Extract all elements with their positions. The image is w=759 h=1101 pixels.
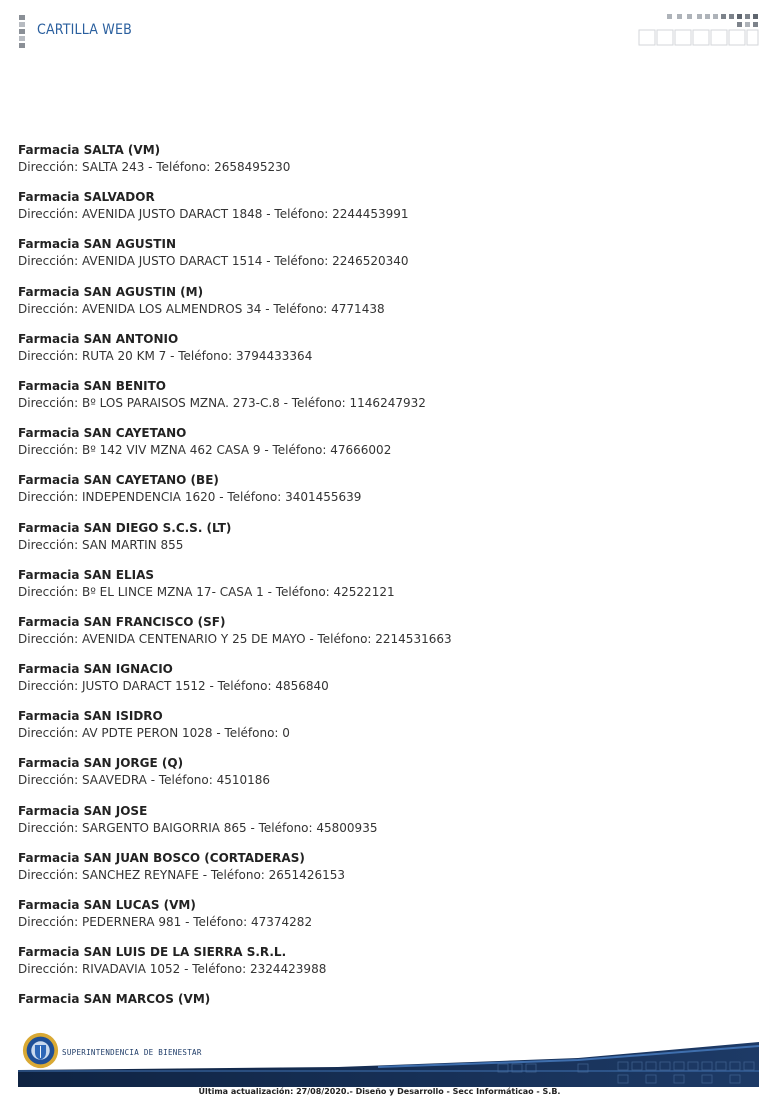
footer-band [18,1030,759,1087]
list-item [18,803,738,850]
pharmacy-name: Farmacia SAN DIEGO S.C.S. (LT) [18,520,232,535]
pharmacy-name: Farmacia SAN LUCAS (VM) [18,898,196,912]
pharmacy-name: Farmacia SAN IGNACIO [18,662,173,677]
pharmacy-name: Farmacia SAN LUIS DE LA SIERRA S.R.L. [18,945,287,960]
pharmacy-name: Farmacia SAN BENITO [18,378,167,393]
header-accent-bar [19,15,25,47]
pharmacy-address: Dirección: RIVADAVIA 1052 - Teléfono: 2324423988 [18,962,327,977]
pharmacy-address: Dirección: SANCHEZ REYNAFE - Teléfono: 2651426153 [18,867,345,882]
pharmacy-name: Farmacia SAN MARCOS (VM) [18,992,211,1007]
list-item [18,284,738,331]
pharmacy-name: Farmacia SAN CAYETANO (BE) [18,473,219,488]
pharmacy-name: Farmacia SAN CAYETANO [18,426,187,441]
pharmacy-address: Dirección: Bº EL LINCE MZNA 17- CASA 1 - Teléfono: 42522121 [18,584,395,599]
list-item [18,472,738,519]
pharmacy-address: Dirección: JUSTO DARACT 1512 - Teléfono: 4856840 [18,679,329,694]
pharmacy-address: Dirección: PEDERNERA 981 - Teléfono: 47374282 [18,915,313,929]
pharmacy-address: Dirección: SAN MARTIN 855 [18,537,184,552]
pharmacy-name: Farmacia SAN JUAN BOSCO (CORTADERAS) [18,850,305,865]
pharmacy-address: Dirección: Bº LOS PARAISOS MZNA. 273-C.8 - Teléfono: 1146247932 [18,395,426,410]
update-note: Última actualización: 27/08/2020.- Diseño y Desarrollo - Secc Informáticao - S.B. [198,1087,561,1096]
pharmacy-address: Dirección: SAAVEDRA - Teléfono: 4510186 [18,773,271,788]
pharmacy-name: Farmacia SALTA (VM) [18,143,161,157]
organization-name: SUPERINTENDENCIA DE BIENESTAR [62,1048,202,1057]
pharmacy-address: Dirección: SALTA 243 - Teléfono: 2658495230 [18,160,291,174]
pharmacy-name: Farmacia SAN ISIDRO [18,709,163,724]
pharmacy-address: Dirección: AVENIDA LOS ALMENDROS 34 - Teléfono: 4771438 [18,301,385,316]
grid-squares-icon [637,12,759,48]
pharmacy-name: Farmacia SALVADOR [18,190,155,205]
footer-banner [18,1030,759,1087]
list-item [18,520,738,567]
list-item [18,236,738,283]
list-item [18,189,738,236]
list-item [18,614,738,661]
pharmacy-address: Dirección: SARGENTO BAIGORRIA 865 - Teléfono: 45800935 [18,820,378,835]
pharmacy-address: Dirección: INDEPENDENCIA 1620 - Teléfono: 3401455639 [18,490,362,505]
list-item [18,897,738,944]
pharmacy-address: Dirección: AVENIDA JUSTO DARACT 1514 - Teléfono: 2246520340 [18,254,409,269]
list-item [18,850,738,897]
pharmacy-address: Dirección: Bº 142 VIV MZNA 462 CASA 9 - Teléfono: 47666002 [18,443,392,458]
pharmacy-address: Dirección: RUTA 20 KM 7 - Teléfono: 3794433364 [18,348,313,363]
pharmacy-address: Dirección: AV PDTE PERON 1028 - Teléfono: 0 [18,726,290,741]
pharmacy-address: Dirección: AVENIDA JUSTO DARACT 1848 - Teléfono: 2244453991 [18,207,409,222]
pharmacy-name: Farmacia SAN JORGE (Q) [18,756,184,771]
list-item [18,567,738,614]
list-item [18,661,738,708]
pharmacy-name: Farmacia SAN ELIAS [18,567,155,582]
list-item [18,425,738,472]
pharmacy-name: Farmacia SAN AGUSTIN (M) [18,284,204,299]
list-item [18,331,738,378]
pharmacy-name: Farmacia SAN ANTONIO [18,331,179,346]
police-seal-icon [22,1032,59,1069]
pharmacy-address: Dirección: AVENIDA CENTENARIO Y 25 DE MAYO - Teléfono: 2214531663 [18,631,452,646]
list-item [18,142,738,189]
list-item [18,944,738,991]
pharmacy-name: Farmacia SAN FRANCISCO (SF) [18,614,226,629]
list-item [18,708,738,755]
page-title: CARTILLA WEB [37,22,132,38]
list-item [18,378,738,425]
pharmacy-name: Farmacia SAN AGUSTIN [18,237,176,252]
pharmacy-name: Farmacia SAN JOSE [18,803,148,818]
pharmacy-list [18,142,738,1039]
list-item [18,755,738,802]
